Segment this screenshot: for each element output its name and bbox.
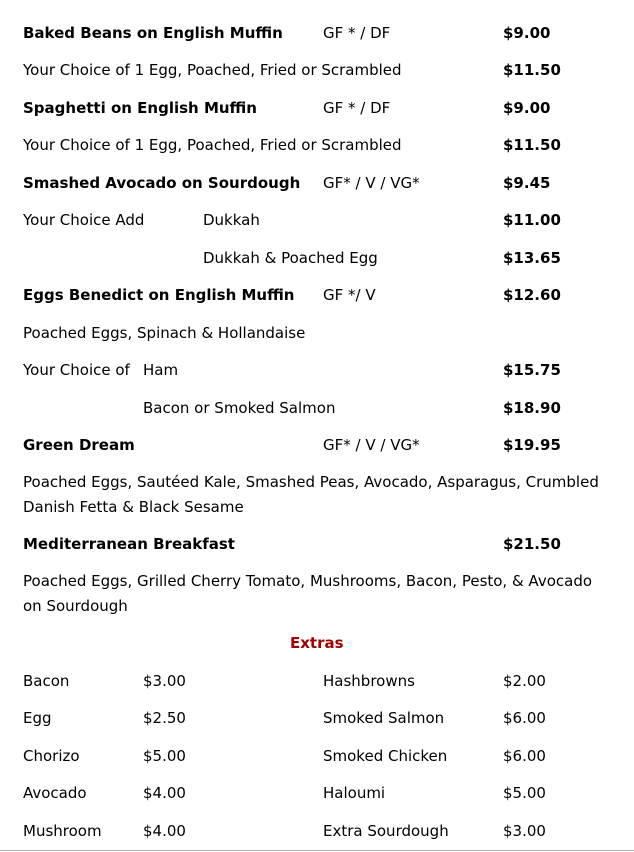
extra-name: Egg	[23, 709, 52, 727]
item-diet-green-dream: GF* / V / VG*	[323, 436, 420, 454]
item-note-mediterranean: Poached Eggs, Grilled Cherry Tomato, Mushrooms, Bacon, Pesto, & Avocado on Sourdough	[23, 572, 593, 615]
item-name-eggs-benedict: Eggs Benedict on English Muffin	[23, 286, 295, 304]
item-price-bacon-salmon: $18.90	[503, 399, 561, 417]
item-note-benedict-choice: Your Choice of	[23, 361, 130, 379]
extra-name: Hashbrowns	[323, 672, 415, 690]
item-price-dukkah-egg: $13.65	[503, 249, 561, 267]
item-note-green-dream: Poached Eggs, Sautéed Kale, Smashed Peas, Avocado, Asparagus, Crumbled Danish Fetta & Black Sesame	[23, 473, 599, 516]
extra-name: Smoked Salmon	[323, 709, 445, 727]
extras-heading: Extras	[290, 634, 344, 652]
item-name-spaghetti: Spaghetti on English Muffin	[23, 99, 257, 117]
extra-name: Haloumi	[323, 784, 386, 802]
extra-name: Extra Sourdough	[323, 822, 449, 840]
item-name-baked-beans: Baked Beans on English Muffin	[23, 24, 283, 42]
item-price-smashed-avocado: $9.45	[503, 174, 551, 192]
extra-price: $3.00	[503, 822, 546, 840]
item-option-ham: Ham	[143, 361, 179, 379]
item-option-bacon-salmon: Bacon or Smoked Salmon	[143, 399, 336, 417]
extra-price: $5.00	[503, 784, 546, 802]
item-diet-baked-beans: GF * / DF	[323, 24, 391, 42]
item-price-baked-beans-egg: $11.50	[503, 61, 561, 79]
item-name-smashed-avocado: Smashed Avocado on Sourdough	[23, 174, 301, 192]
item-price-baked-beans: $9.00	[503, 24, 551, 42]
extra-price: $2.50	[143, 709, 186, 727]
item-price-green-dream: $19.95	[503, 436, 561, 454]
item-price-mediterranean: $21.50	[503, 535, 561, 553]
extra-price: $3.00	[143, 672, 186, 690]
item-option-dukkah: Dukkah	[203, 211, 260, 229]
item-name-green-dream: Green Dream	[23, 436, 135, 454]
page-bottom-divider	[0, 850, 634, 851]
extra-name: Smoked Chicken	[323, 747, 448, 765]
item-diet-smashed-avocado: GF* / V / VG*	[323, 174, 420, 192]
extra-price: $6.00	[503, 709, 546, 727]
item-price-spaghetti: $9.00	[503, 99, 551, 117]
extra-price: $2.00	[503, 672, 546, 690]
item-price-ham: $15.75	[503, 361, 561, 379]
item-note-baked-beans-egg: Your Choice of 1 Egg, Poached, Fried or Scrambled	[23, 61, 402, 79]
extra-price: $6.00	[503, 747, 546, 765]
extra-name: Avocado	[23, 784, 87, 802]
item-price-eggs-benedict: $12.60	[503, 286, 561, 304]
item-price-dukkah: $11.00	[503, 211, 561, 229]
extra-price: $4.00	[143, 784, 186, 802]
extra-price: $4.00	[143, 822, 186, 840]
item-diet-eggs-benedict: GF */ V	[323, 286, 376, 304]
item-note-avocado-add: Your Choice Add	[23, 211, 145, 229]
item-price-spaghetti-egg: $11.50	[503, 136, 561, 154]
extra-name: Chorizo	[23, 747, 80, 765]
extra-name: Bacon	[23, 672, 70, 690]
item-option-dukkah-egg: Dukkah & Poached Egg	[203, 249, 378, 267]
extra-name: Mushroom	[23, 822, 102, 840]
item-name-mediterranean: Mediterranean Breakfast	[23, 535, 235, 553]
item-diet-spaghetti: GF * / DF	[323, 99, 391, 117]
extra-price: $5.00	[143, 747, 186, 765]
item-note-eggs-benedict: Poached Eggs, Spinach & Hollandaise	[23, 324, 306, 342]
item-note-spaghetti-egg: Your Choice of 1 Egg, Poached, Fried or Scrambled	[23, 136, 402, 154]
